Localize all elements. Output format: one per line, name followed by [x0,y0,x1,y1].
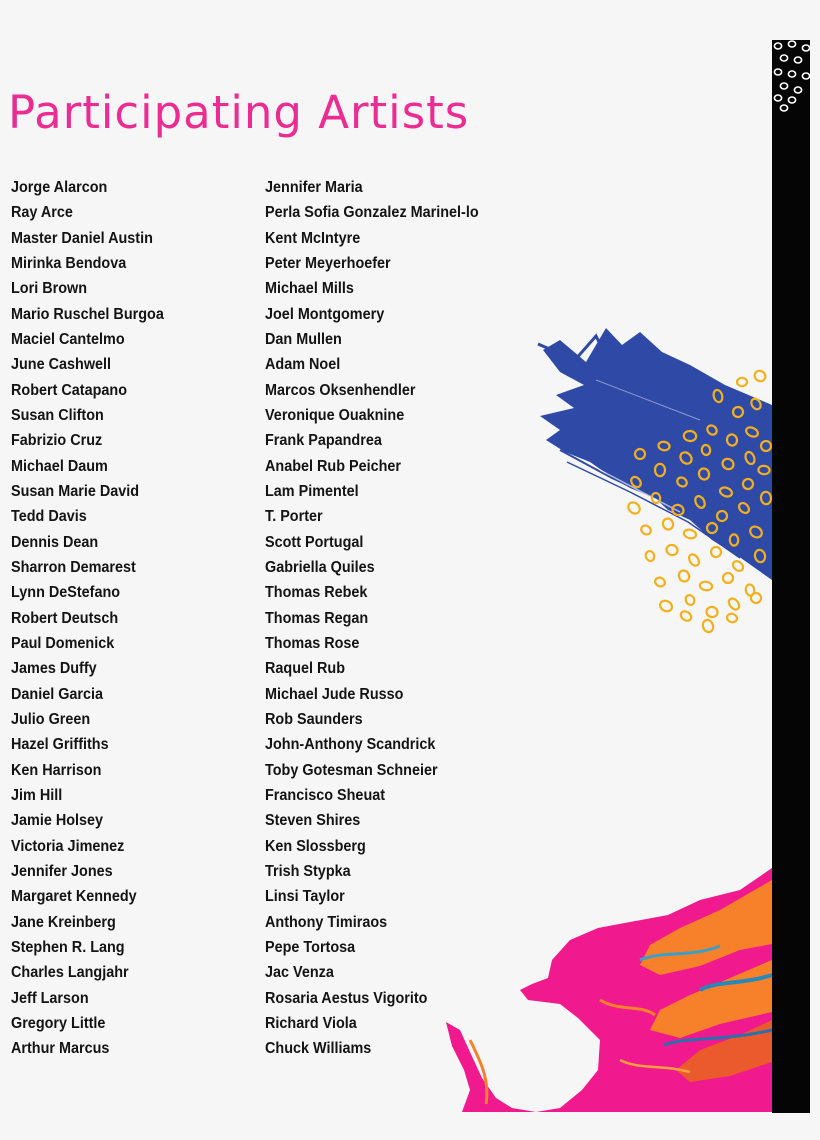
artist-name: Hazel Griffiths [11,736,109,754]
artist-name: Linsi Taylor [265,888,345,906]
artist-name: Susan Clifton [11,406,104,424]
artist-name: Susan Marie David [11,482,140,500]
artist-name: Ken Harrison [11,761,102,779]
artist-name: Margaret Kennedy [11,888,137,906]
artist-name: Robert Deutsch [11,609,119,627]
artist-name: Jennifer Maria [265,179,363,196]
artist-name: Lam Pimentel [265,482,359,500]
artist-name: Master Daniel Austin [11,229,153,247]
artist-name: Mirinka Bendova [11,254,127,272]
artist-name: Thomas Regan [265,609,369,627]
artist-name: Lynn DeStefano [11,584,121,602]
artist-name: Michael Mills [265,280,354,298]
artist-name: Jac Venza [265,964,334,982]
artist-name: Thomas Rose [265,634,360,652]
artist-name: Raquel Rub [265,660,346,678]
artist-name: Michael Daum [11,457,108,475]
artist-name: Arthur Marcus [11,1040,110,1058]
artist-name: Charles Langjahr [11,964,129,982]
artist-name: Anabel Rub Peicher [265,457,402,475]
artist-name: Victoria Jimenez [11,837,125,855]
artist-name: Marcos Oksenhendler [265,381,416,399]
artist-name: Frank Papandrea [265,432,382,450]
artist-name: Scott Portugal [265,533,364,551]
artist-name: Lori Brown [11,280,87,298]
artist-name: Richard Viola [265,1014,357,1032]
artist-name: Joel Montgomery [265,305,385,323]
artist-name: Rob Saunders [265,710,363,728]
artist-name: Tedd Davis [11,508,87,526]
artist-name: Rosaria Aestus Vigorito [265,989,428,1007]
artist-name: Thomas Rebek [265,584,368,602]
artist-name: James Duffy [11,660,97,678]
artist-name: Chuck Williams [265,1040,372,1058]
artist-name: Jane Kreinberg [11,913,116,931]
artist-name: Trish Stypka [265,862,351,880]
artist-name: Julio Green [11,710,91,728]
artist-name: Dennis Dean [11,533,99,551]
artist-name: June Cashwell [11,356,112,374]
artist-name: John-Anthony Scandrick [265,736,436,754]
artist-name: Anthony Timiraos [265,913,388,931]
artist-name: Jorge Alarcon [11,179,108,196]
artist-name: Fabrizio Cruz [11,432,103,450]
artist-name: Daniel Garcia [11,685,104,703]
artist-name: Adam Noel [265,356,341,374]
artist-name: Veronique Ouaknine [265,406,405,424]
artist-name: Maciel Cantelmo [11,330,125,348]
artist-name: Jeff Larson [11,989,89,1007]
page-title: Participating Artists [8,86,470,139]
artist-name: Sharron Demarest [11,558,136,576]
artist-name: Toby Gotesman Schneier [265,761,438,779]
artist-name: Peter Meyerhoefer [265,254,391,272]
artist-name: Perla Sofia Gonzalez Marinel-lo [265,204,479,222]
artist-name: Mario Ruschel Burgoa [11,305,164,323]
artist-name: Steven Shires [265,812,361,830]
artist-name: Francisco Sheuat [265,786,386,804]
artist-name: Dan Mullen [265,330,342,348]
artist-name: Jamie Holsey [11,812,104,830]
artist-name: Gabriella Quiles [265,558,375,576]
artist-name: T. Porter [265,508,323,526]
artist-name: Gregory Little [11,1014,106,1032]
artist-name: Robert Catapano [11,381,128,399]
artist-name: Paul Domenick [11,634,115,652]
artist-name: Stephen R. Lang [11,938,125,956]
artist-name: Kent McIntyre [265,229,361,247]
artist-name: Pepe Tortosa [265,938,356,956]
artist-name: Ken Slossberg [265,837,366,855]
artist-name: Michael Jude Russo [265,685,404,703]
artist-name: Ray Arce [11,204,73,222]
artist-name: Jim Hill [11,786,63,804]
artist-name: Jennifer Jones [11,862,113,880]
